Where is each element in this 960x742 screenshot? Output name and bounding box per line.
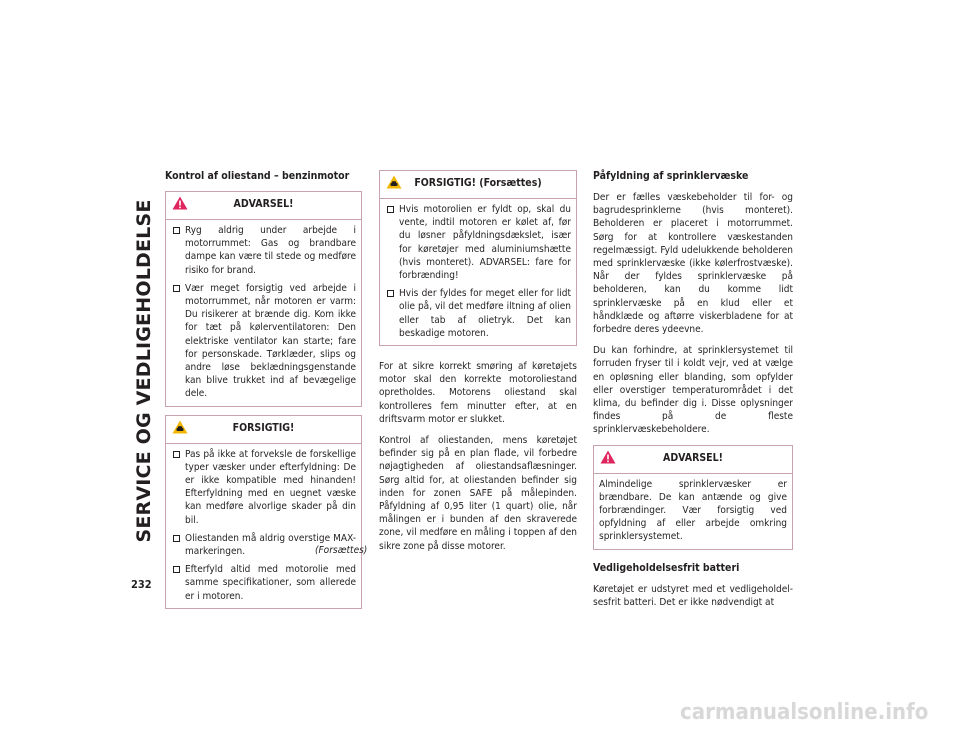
page-number: 232 [131,578,152,591]
list-item: Hvis motorolien er fyldt op, skal du vente, indtil motoren er kølet af, før du løsner påfyldningsdækslet, især for køretøjer med aluminiumshætte (hvis monteret). ADVARSEL: fare for forbrænding! [385,203,571,282]
heading-battery: Vedligeholdelsesfrit batteri [593,561,740,574]
caution-box-header [166,416,361,444]
warning-box-title: ADVARSEL! [663,451,723,464]
paragraph: Kontrol af oliestanden, mens køretøjet befinder sig på en plan flade, vil forbedre nøjagtigheden af oliestandsaflæsninger. Sørg altid for, at oliestanden befinder sig inden for zonen SAFE på målepinden. Påfyldning af 0,95 liter (1 quart) olie, når målingen er i bunden af den skraverede zone, vil medføre en måling i toppen af den sikre zone på disse motorer. [379,435,577,552]
list-item: Ryg aldrig under arbejde i motorrummet: Gas og brandbare dampe kan være til stede og medføre risiko for brand. [171,224,356,277]
caution-box-header [380,171,576,199]
heading-washer-fluid: Påfyldning af sprinklervæske [593,170,749,182]
bullet-square-icon [387,206,394,213]
list-item: Efterfyld altid med motorolie med samme specifikationer, som allerede er i motoren. [171,563,356,603]
bullet-square-icon [173,451,180,458]
paragraph: Der er fælles væskebeholder til for- og bagrudesprinklerne (hvis monteret). Beholderen er placeret i motorrummet. Sørg for at kontrollere væskestanden regelmæssigt. Fyld udelukkende beholderen med sprinklervæske (ikke kølerfrostvæske). Når der fyldes sprinklervæske på beholderen, kan du komme lidt sprinklervæske på en klud eller et håndklæde og aftørre viskerbladene for at forbedre deres ydeevne. [593,192,793,336]
warning-box [593,445,793,550]
list-item: Pas på ikke at forveksle de forskellige typer væsker under efterfyldning: De er ikke kompatible med hinanden! Efterfyldning med en uegnet væske kan medføre alvorlige skader på din bil. [171,448,356,527]
paragraph: For at sikre korrekt smøring af køretøjets motor skal den korrekte motoroliestand opretholdes. Motorens oliestand skal kontrolleres fem minutter efter, at en driftsvarm motor er slukket. [379,361,577,425]
section-label: SERVICE OG VEDLIGEHOLDELSE [133,198,155,543]
paragraph: Køretøjet er udstyret med et vedligeholdelsesfrit batteri. Det er ikke nødvendigt at [593,583,793,608]
continued-note: (Forsættes) [315,545,368,556]
warning-box-header [166,192,361,220]
heading-oil-level: Kontrol af oliestand – benzinmotor [165,170,350,182]
warning-text: Almindelige sprinklervæsker er brændbare. De kan antænde og give forbrændinger. Vær forsigtig ved opfyldning af eller arbejde omkring sprinklersystemet. [599,478,787,543]
column-2 [379,170,577,561]
warning-box-header [594,446,792,474]
list-item: Oliestanden må aldrig overstige MAX-markeringen. [171,532,356,558]
footer-watermark: carmanualsonline.info [680,700,929,725]
list-item: Vær meget forsigtig ved arbejde i motorrummet, når motoren er varm: Du risikerer at brænde dig. Kom ikke for tæt på kølerventilatoren: Den elektriske ventilator kan starte; fare for personskade. Tørklæder, slips og andre løse beklædningsgenstande kan blive trukket ind af bevægelige dele. [171,282,356,401]
caution-box-continued [379,170,577,346]
paragraph: Du kan forhindre, at sprinklersystemet til forruden fryser til i koldt vejr, ved at vælge en opløsning eller blanding, som opfylder eller overstiger temperaturområdet i det klima, du befinder dig i. Disse oplysninger findes på de fleste sprinklervæskebeholdere. [593,345,793,436]
bullet-square-icon [173,285,180,292]
warning-box [165,191,362,407]
caution-box [165,415,362,609]
list-item: Hvis der fyldes for meget eller for lidt olie på, vil det medføre iltning af olien eller tab af olietryk. Det kan beskadige motoren. [385,287,571,340]
bullet-square-icon [173,566,180,573]
caution-box-title: FORSIGTIG! [232,421,295,434]
column-3 [593,170,793,617]
bullet-square-icon [173,535,180,542]
warning-box-title: ADVARSEL! [233,198,294,210]
bullet-square-icon [387,290,394,297]
caution-box-title: FORSIGTIG! (Forsættes) [414,177,542,189]
bullet-square-icon [173,227,180,234]
section-side-tab [131,159,157,582]
